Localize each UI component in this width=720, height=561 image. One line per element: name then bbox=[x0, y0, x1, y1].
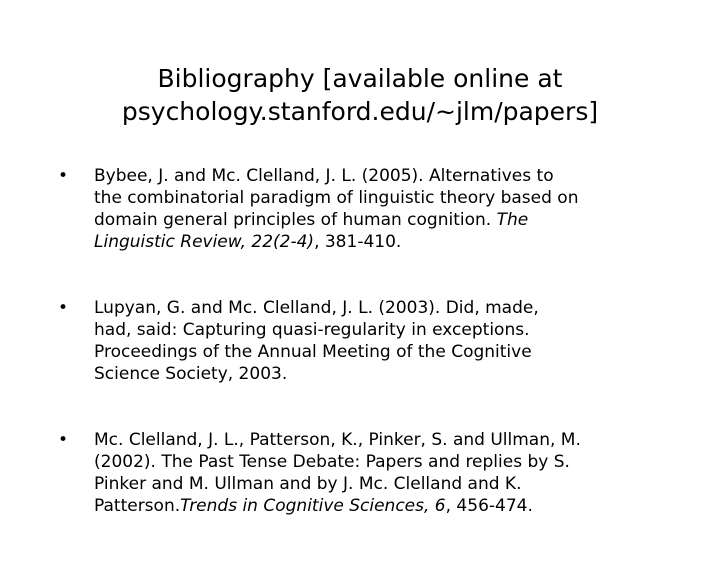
journal-name: Linguistic Review, 22(2-4) bbox=[94, 232, 315, 252]
bullet-icon: • bbox=[58, 298, 69, 318]
page-range: , 456-474. bbox=[445, 496, 533, 516]
reference-line: Lupyan, G. and Mc. Clelland, J. L. (2003). Did, made, bbox=[94, 298, 539, 318]
reference-line: had, said: Capturing quasi-regularity in exceptions. bbox=[94, 320, 530, 340]
reference-lupyan-2003 bbox=[58, 297, 698, 385]
reference-line: (2002). The Past Tense Debate: Papers and replies by S. bbox=[94, 452, 570, 472]
reference-line: Science Society, 2003. bbox=[94, 364, 288, 384]
title-line-1: Bibliography [available online at bbox=[157, 64, 563, 93]
bullet-icon: • bbox=[58, 430, 69, 450]
journal-name: Trends in Cognitive Sciences, 6 bbox=[180, 496, 446, 516]
reference-line: domain general principles of human cognition. bbox=[94, 210, 497, 230]
reference-line: Bybee, J. and Mc. Clelland, J. L. (2005). Alternatives to bbox=[94, 166, 554, 186]
reference-line: Patterson. bbox=[94, 496, 181, 516]
reference-line: Proceedings of the Annual Meeting of the Cognitive bbox=[94, 342, 532, 362]
slide-title bbox=[0, 62, 720, 128]
bibliography-list bbox=[58, 165, 698, 561]
reference-line: the combinatorial paradigm of linguistic theory based on bbox=[94, 188, 579, 208]
journal-name: The bbox=[496, 210, 529, 230]
title-line-2: psychology.stanford.edu/~jlm/papers] bbox=[121, 97, 599, 126]
bullet-icon: • bbox=[58, 166, 69, 186]
reference-line: Mc. Clelland, J. L., Patterson, K., Pinker, S. and Ullman, M. bbox=[94, 430, 581, 450]
reference-bybee-2005 bbox=[58, 165, 698, 253]
page-range: , 381-410. bbox=[314, 232, 402, 252]
reference-line: Pinker and M. Ullman and by J. Mc. Clelland and K. bbox=[94, 474, 522, 494]
reference-mcclelland-2002 bbox=[58, 429, 698, 517]
